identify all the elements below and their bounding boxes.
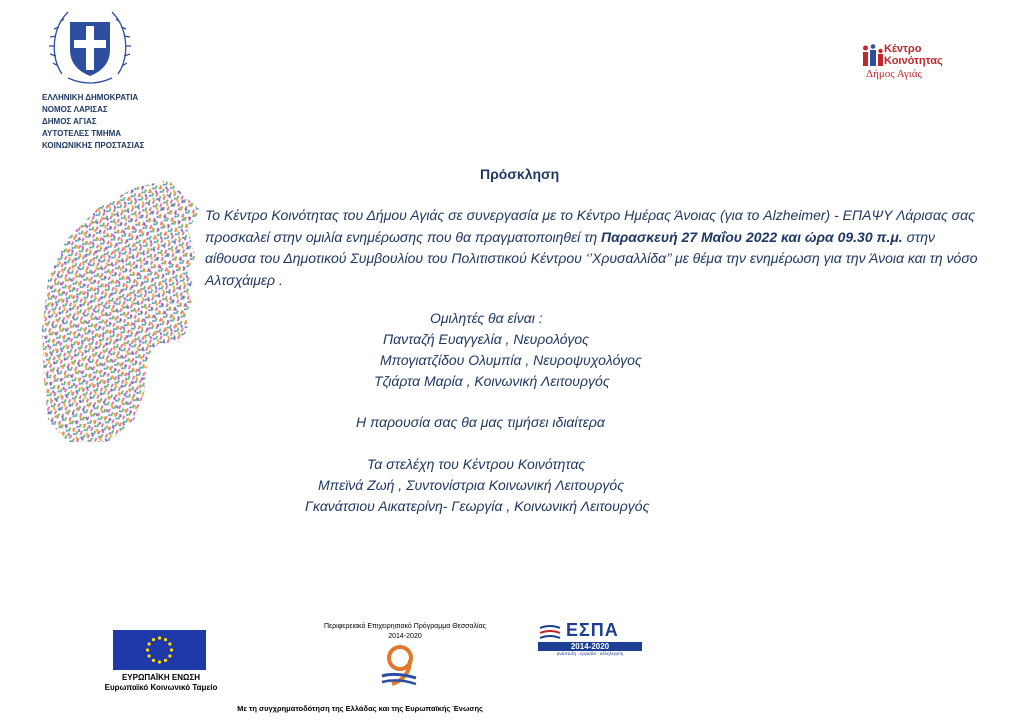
event-date-time: Παρασκευή 27 Μαΐου 2022 και ώρα 09.30 π.μ.: [601, 228, 903, 245]
issuer-block: [42, 92, 144, 152]
eu-caption: [100, 673, 222, 693]
logo-title-line1: Κέντρο: [884, 43, 922, 55]
paragraph-text: Το Κέντρο Κοινότητας του Δήμου Αγιάς σε συνεργασία με το Κέντρο Ημέρας Άνοιας (για το Alzheimer) - ΕΠΑΨΥ Λάρισας σας προσκαλεί στην ομιλία ενημέρωσης που θα πραγματοποιηθεί τη: [205, 207, 975, 245]
staff-heading: Τα στελέχη του Κέντρου Κοινότητας: [367, 456, 586, 472]
pep-caption-line: 2014-2020: [388, 633, 422, 640]
eu-caption-line: ΕΥΡΩΠΑΪΚΗ ΕΝΩΣΗ: [121, 673, 201, 682]
issuer-line: ΑΥΤΟΤΕΛΕΣ ΤΜΗΜΑ: [42, 129, 122, 138]
eu-caption-line: Ευρωπαϊκό Κοινωνικό Ταμείο: [104, 683, 218, 692]
issuer-line: ΚΟΙΝΩΝΙΚΗΣ ΠΡΟΣΤΑΣΙΑΣ: [42, 141, 145, 150]
invitation-title: Πρόσκληση: [480, 166, 560, 182]
espa-tagline: ανάπτυξη - εργασία - αλληλεγγύη: [556, 651, 624, 656]
espa-years: 2014-2020: [538, 642, 642, 651]
paragraph-text: στην αίθουσα του Δημοτικού Συμβουλίου του Πολιτιστικού Κέντρου ‘’Χρυσαλλίδα’’ με θέμα την ενημέρωση για την Άνοια και τη νόσο Αλτσχάιμερ .: [205, 228, 978, 288]
pep-thessaly-logo-icon: [376, 642, 422, 690]
community-center-logo: [862, 42, 972, 82]
staff-line: Γκανάτσιου Αικατερίνη- Γεωργία , Κοινωνική Λειτουργός: [305, 498, 650, 514]
greek-crest-icon: [48, 4, 132, 88]
logo-title-line2: Κοινότητας: [884, 55, 943, 67]
issuer-line: ΔΗΜΟΣ ΑΓΙΑΣ: [42, 117, 97, 126]
speaker-line: Μπογιατζίδου Ολυμπία , Νευροψυχολόγος: [380, 352, 642, 368]
cofunding-note: Με τη συγχρηματοδότηση της Ελλάδας και της Ευρωπαϊκής Ένωσης: [237, 704, 483, 713]
speaker-line: Τζιάρτα Μαρία , Κοινωνική Λειτουργός: [374, 373, 610, 389]
speaker-line: Πανταζή Ευαγγελία , Νευρολόγος: [383, 331, 589, 347]
speakers-heading: Ομιλητές θα είναι :: [430, 310, 543, 326]
espa-logo: [538, 620, 642, 656]
issuer-line: ΕΛΛΗΝΙΚΗ ΔΗΜΟΚΡΑΤΙΑ: [42, 93, 139, 102]
issuer-line: ΝΟΜΟΣ ΛΑΡΙΣΑΣ: [42, 105, 108, 114]
closing-remark: Η παρουσία σας θα μας τιμήσει ιδιαίτερα: [356, 414, 605, 430]
people-icon: [862, 44, 884, 68]
espa-flag-icon: [538, 624, 562, 642]
dotted-head-profile-illustration: [38, 180, 200, 442]
pep-caption: [300, 622, 510, 642]
logo-subtitle: Δήμος Αγιάς: [866, 68, 922, 80]
pep-caption-line: Περιφερειακό Επιχειρησιακό Πρόγραμμα Θεσσαλίας: [323, 623, 487, 630]
staff-line: Μπεϊνά Ζωή , Συντονίστρια Κοινωνική Λειτουργός: [318, 477, 625, 493]
invitation-paragraph: [205, 205, 985, 291]
eu-flag-icon: [113, 630, 206, 670]
espa-title: ΕΣΠΑ: [566, 620, 619, 640]
